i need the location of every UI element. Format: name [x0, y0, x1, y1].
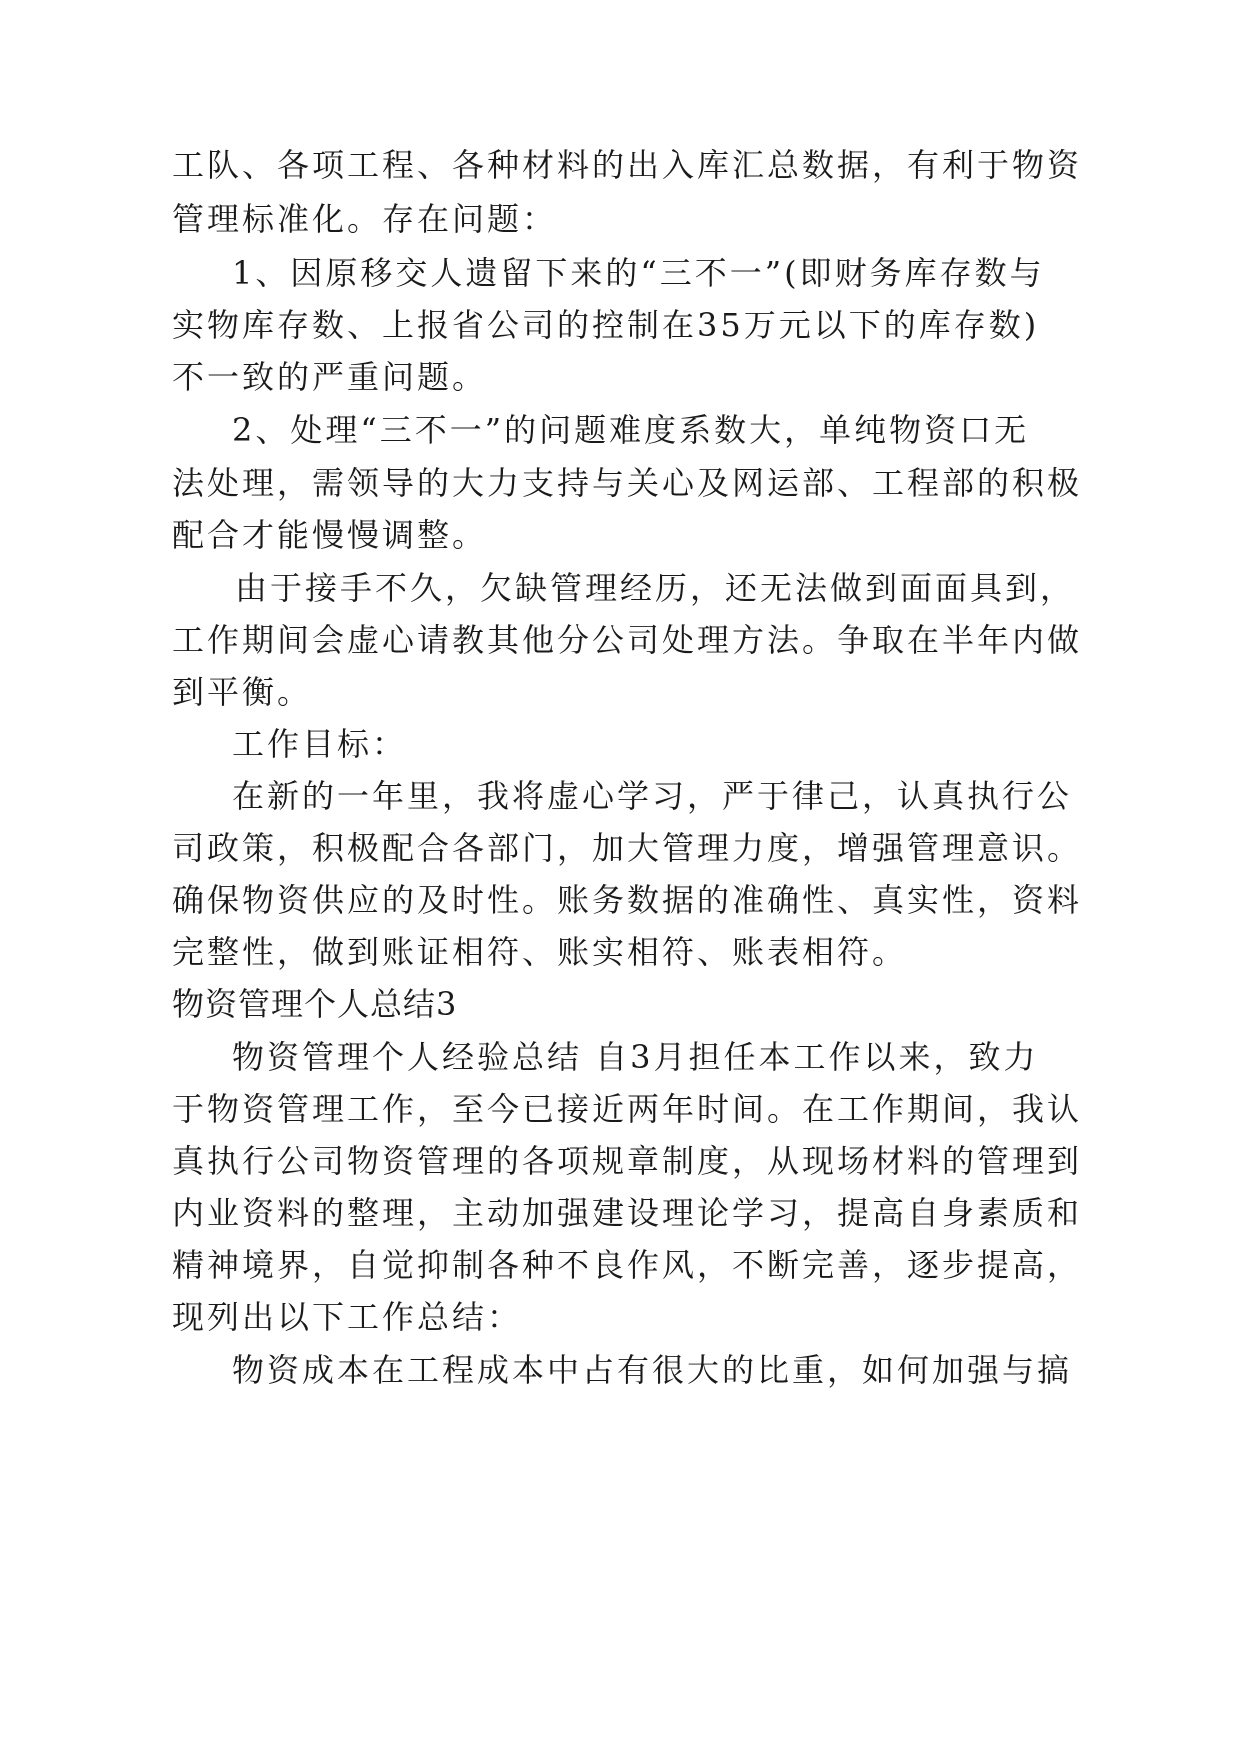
paragraph-line: 精神境界，自觉抑制各种不良作风，不断完善，逐步提高，: [172, 1246, 1083, 1284]
paragraph-line: 2、处理“三不一”的问题难度系数大，单纯物资口无: [232, 411, 1030, 449]
paragraph-line: 在新的一年里，我将虚心学习，严于律己，认真执行公: [232, 777, 1073, 815]
paragraph-line: 于物资管理工作，至今已接近两年时间。在工作期间，我认: [172, 1090, 1083, 1128]
paragraph-line: 配合才能慢慢调整。: [172, 516, 488, 554]
section-label: 工作目标：: [232, 725, 408, 763]
paragraph-line: 实物库存数、上报省公司的控制在35万元以下的库存数): [172, 306, 1040, 344]
section-heading: 物资管理个人总结3: [172, 985, 458, 1023]
paragraph-line: 物资成本在工程成本中占有很大的比重，如何加强与搞: [232, 1351, 1073, 1389]
paragraph-line: 物资管理个人经验总结 自3月担任本工作以来，致力: [232, 1038, 1039, 1076]
paragraph-line: 到平衡。: [172, 673, 313, 711]
paragraph-line: 真执行公司物资管理的各项规章制度，从现场材料的管理到: [172, 1142, 1083, 1180]
paragraph-line: 法处理，需领导的大力支持与关心及网运部、工程部的积极: [172, 464, 1083, 502]
paragraph-line: 完整性，做到账证相符、账实相符、账表相符。: [172, 933, 908, 971]
paragraph-line: 1、因原移交人遗留下来的“三不一”(即财务库存数与: [232, 254, 1045, 292]
paragraph-line: 现列出以下工作总结：: [172, 1298, 523, 1336]
paragraph-line: 内业资料的整理，主动加强建设理论学习，提高自身素质和: [172, 1194, 1083, 1232]
paragraph-line: 不一致的严重问题。: [172, 358, 488, 396]
paragraph-line: 确保物资供应的及时性。账务数据的准确性、真实性，资料: [172, 881, 1083, 919]
paragraph-line: 管理标准化。存在问题：: [172, 200, 558, 238]
paragraph-line: 司政策，积极配合各部门，加大管理力度，增强管理意识。: [172, 829, 1083, 867]
paragraph-line: 工作期间会虚心请教其他分公司处理方法。争取在半年内做: [172, 621, 1083, 659]
paragraph-line: 工队、各项工程、各种材料的出入库汇总数据，有利于物资: [172, 146, 1083, 184]
paragraph-line: 由于接手不久，欠缺管理经历，还无法做到面面具到，: [235, 569, 1076, 607]
